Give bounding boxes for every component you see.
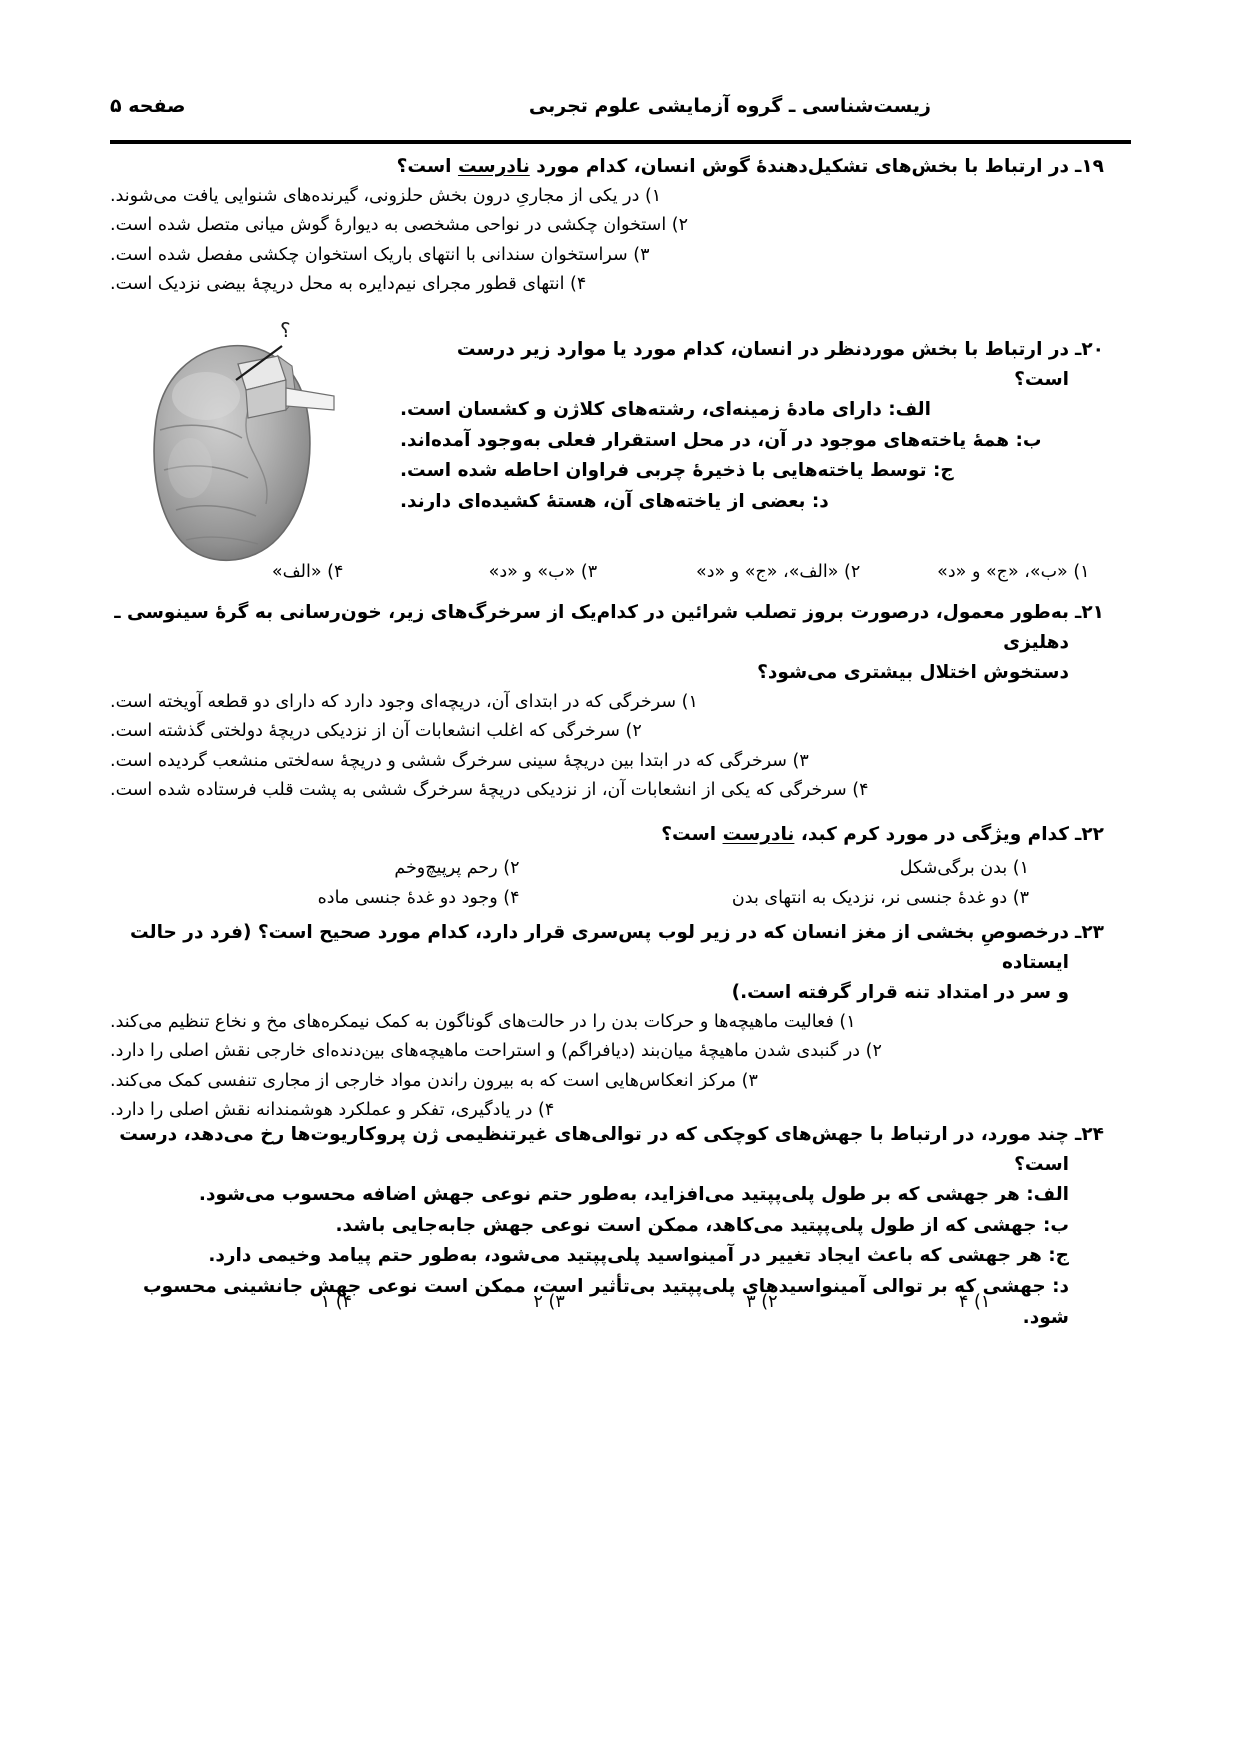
- question-19: [110, 152, 1131, 300]
- question-19-stem-after: است؟: [396, 156, 458, 177]
- question-23-option-2[interactable]: ۲) در گنبدی شدن ماهیچۀ میان‌بند (دیافراگم) و استراحت ماهیچه‌های بین‌دنده‌ای خارجی نقش اصلی را دارد.: [110, 1041, 882, 1062]
- question-23: [110, 918, 1131, 1125]
- question-19-option-3[interactable]: ۳) سراستخوان سندانی با انتهای باریک استخوان چکشی مفصل شده است.: [110, 244, 650, 265]
- question-21-option-2[interactable]: ۲) سرخرگی که اغلب انشعابات آن از نزدیکی دریچۀ دولختی گذشته است.: [110, 721, 642, 742]
- question-24-options-row: [230, 1288, 1081, 1316]
- question-24-statement-jim: ج: هر جهشی که باعث ایجاد تغییر در آمینواسید پلی‌پپتید می‌شود، به‌طور حتم پیامد وخیمی دارد.: [208, 1245, 1069, 1267]
- question-24-statement-dal: د: جهشی که بر توالی آمینواسیدهای پلی‌پپتید بی‌تأثیر است، ممکن است نوعی جهش جانشینی محسوب شود.: [143, 1276, 1069, 1328]
- question-19-number: ۱۹ـ: [1075, 156, 1104, 177]
- question-22-stem: [110, 820, 1069, 850]
- question-21-number: ۲۱ـ: [1075, 602, 1104, 623]
- question-22: [110, 820, 1131, 913]
- question-20-option-2[interactable]: ۲) «الف»، «ج» و «د»: [696, 562, 861, 582]
- kidney-figure: [120, 318, 380, 588]
- question-22-option-3[interactable]: ۳) دو غدۀ جنسی نر، نزدیک به انتهای بدن: [731, 887, 1029, 908]
- question-24-statement-be: ب: جهشی که از طول پلی‌پپتید می‌کاهد، ممکن است نوعی جهش جابه‌جایی باشد.: [335, 1214, 1069, 1236]
- kidney-illustration: [120, 318, 380, 588]
- question-21: [110, 598, 1131, 805]
- question-19-option-1[interactable]: ۱) در یکی از مجاریِ درون بخش حلزونی، گیرنده‌های شنوایی یافت می‌شوند.: [110, 185, 662, 206]
- question-24-statement-alef: الف: هر جهشی که بر طول پلی‌پپتید می‌افزاید، به‌طور حتم نوعی جهش اضافه محسوب می‌شود.: [198, 1183, 1069, 1205]
- question-21-option-1[interactable]: ۱) سرخرگی که در ابتدای آن، دریچه‌ای وجود دارد که دارای دو قطعه آویخته است.: [110, 691, 698, 712]
- question-19-option-2[interactable]: ۲) استخوان چکشی در نواحی مشخصی به دیوارۀ گوش میانی متصل شده است.: [110, 215, 688, 236]
- question-20-option-3[interactable]: ۳) «ب» و «د»: [488, 562, 598, 582]
- question-22-option-1[interactable]: ۱) بدن برگی‌شکل: [899, 857, 1029, 878]
- question-24-option-3[interactable]: ۳) ۲: [533, 1292, 565, 1312]
- header-subject-title: زیست‌شناسی ـ گروه آزمایشی علوم تجربی: [528, 95, 931, 117]
- question-19-stem-before: در ارتباط با بخش‌های تشکیل‌دهندۀ گوش انسان، کدام مورد: [529, 156, 1069, 177]
- question-19-stem: [110, 152, 1069, 182]
- question-20-statement-be: ب: همۀ یاخته‌های موجود در آن، در محل استقرار فعلی به‌وجود آمده‌اند.: [400, 429, 1042, 451]
- question-23-option-4[interactable]: ۴) در یادگیری، تفکر و عملکرد هوشمندانه نقش اصلی را دارد.: [110, 1100, 555, 1121]
- question-22-stem-underlined: نادرست: [722, 824, 795, 845]
- question-20: [400, 335, 1131, 518]
- question-22-stem-before: کدام ویژگی در مورد کرم کبد،: [794, 824, 1069, 845]
- question-23-stem-line-1: درخصوصِ بخشی از مغز انسان که در زیر لوب پس‌سری قرار دارد، کدام مورد صحیح است؟ (فرد در حالت ایستاده: [130, 922, 1069, 973]
- question-23-option-3[interactable]: ۳) مرکز انعکاس‌هایی است که به بیرون راندن مواد خارجی از مجاری تنفسی کمک می‌کند.: [110, 1070, 758, 1091]
- question-20-stem: در ارتباط با بخش موردنظر در انسان، کدام مورد یا موارد زیر درست است؟: [456, 339, 1069, 390]
- question-23-option-1[interactable]: ۱) فعالیت ماهیچه‌ها و حرکات بدن را در حالت‌های گوناگون به کمک نیمکره‌های مخ و نخاع تنظیم می‌کند.: [110, 1011, 856, 1032]
- figure-question-mark-label: ؟: [280, 318, 291, 342]
- header-page-number: صفحه ۵: [110, 95, 186, 117]
- question-20-option-4[interactable]: ۴) «الف»: [271, 562, 344, 582]
- question-24-option-1[interactable]: ۱) ۴: [959, 1292, 991, 1312]
- question-20-number: ۲۰ـ: [1075, 339, 1104, 360]
- question-19-stem-underlined: نادرست: [457, 156, 530, 177]
- question-21-stem-line-2: دستخوش اختلال بیشتری می‌شود؟: [757, 661, 1069, 683]
- question-20-options-row: [190, 558, 1131, 586]
- question-22-option-4[interactable]: ۴) وجود دو غدۀ جنسی ماده: [317, 887, 520, 908]
- question-24-number: ۲۴ـ: [1075, 1124, 1104, 1145]
- question-21-stem-line-1: به‌طور معمول، درصورت بروز تصلب شرائین در کدام‌یک از سرخرگ‌های زیر، خون‌رسانی به گرۀ سینوسی ـ دهلیزی: [114, 602, 1069, 653]
- header-divider-rule: [110, 140, 1131, 144]
- question-20-statement-alef: الف: دارای مادۀ زمینه‌ای، رشته‌های کلاژن و کشسان است.: [400, 398, 931, 420]
- question-24-stem: چند مورد، در ارتباط با جهش‌های کوچکی که در توالی‌های غیرتنظیمی ژن پروکاریوت‌ها رخ می‌دهد، درست است؟: [119, 1124, 1069, 1175]
- question-24-option-2[interactable]: ۲) ۳: [746, 1292, 778, 1312]
- question-22-number: ۲۲ـ: [1075, 824, 1104, 845]
- question-24-option-4[interactable]: ۴) ۱: [320, 1292, 352, 1312]
- question-22-option-2[interactable]: ۲) رحم پرپیچ‌وخم: [394, 857, 520, 878]
- question-23-stem-line-2: و سر در امتداد تنه قرار گرفته است.): [731, 981, 1069, 1003]
- question-20-option-1[interactable]: ۱) «ب»، «ج» و «د»: [937, 562, 1090, 582]
- question-21-option-3[interactable]: ۳) سرخرگی که در ابتدا بین دریچۀ سینی سرخرگ ششی و دریچۀ سه‌لختی منشعب گردیده است.: [110, 750, 809, 771]
- question-21-option-4[interactable]: ۴) سرخرگی که یکی از انشعابات آن، از نزدیکی دریچۀ سرخرگ ششی به پشت قلب فرستاده شده است.: [110, 780, 869, 801]
- question-22-stem-after: است؟: [661, 824, 723, 845]
- question-19-option-4[interactable]: ۴) انتهای قطور مجرای نیم‌دایره به محل دریچۀ بیضی نزدیک است.: [110, 274, 587, 295]
- page-header: [110, 95, 1131, 117]
- question-23-number: ۲۳ـ: [1075, 922, 1104, 943]
- question-20-statement-dal: د: بعضی از یاخته‌های آن، هستۀ کشیده‌ای دارند.: [400, 491, 829, 513]
- question-20-statement-jim: ج: توسط یاخته‌هایی با ذخیرۀ چربی فراوان احاطه شده است.: [400, 460, 954, 482]
